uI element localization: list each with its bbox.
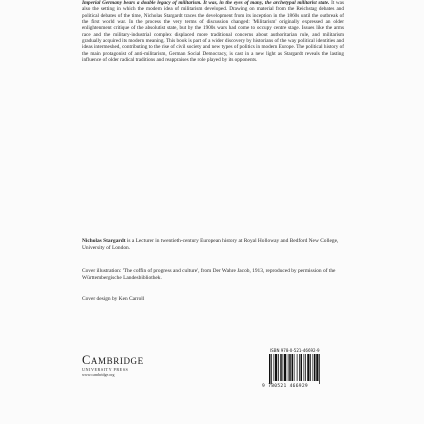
- barcode-icon: [268, 354, 340, 384]
- publisher-logo: [82, 354, 172, 377]
- blurb-body: It was also the setting in which the modern idea of militarism developed. Drawing on material from the Reichstag debates and political debates of the time, Nicholas Stargardt traces the development from its inception in the 1860s until the outbreak of the first world war. In the process the very terms of discussion changed: 'Militarism' originally expressed an older enlightenment critique of the absolutist state, but by the 1900s wars had come to occupy centre stage. Issues like the arms race and the military-industrial complex displaced more traditional concerns about authoritarian rule, and militarism gradually acquired its modern meaning. This book is part of a wider discovery by historians of the way political identities and ideas intermeshed, contributing to the rise of civil society and new types of politics in modern Europe. The political history of the main protagonist of anti-militarism, German Social Democracy, is cast in a new light as Stargardt reveals the lasting influence of older radical traditions and reappraises the role played by its opponents.: [82, 0, 344, 64]
- isbn-barcode: [262, 348, 344, 392]
- author-bio-text: is a Lecturer in twentieth-century European history at Royal Holloway and Bedford New College, University of London.: [82, 238, 339, 251]
- blurb-lead: Imperial Germany bears a double legacy of militarism. It was, in the eyes of many, the archetypal militarist state.: [82, 0, 330, 6]
- publisher-subtitle: UNIVERSITY PRESS: [82, 367, 129, 372]
- isbn-label: ISBN 978-0-521-46692-9: [270, 348, 320, 353]
- publisher-name: Cambridge: [82, 353, 144, 367]
- author-bio: [82, 238, 344, 251]
- author-name: Nicholas Stargardt: [82, 238, 126, 244]
- cover-design-credit: Cover design by Ken Carroll: [82, 296, 145, 302]
- publisher-url: www.cambridge.org: [82, 372, 115, 377]
- cover-illustration-credit: Cover illustration: 'The coffin of progress and culture', from Der Wahre Jacob, 1913, reproduced by permission of the Württembergische Landesbibliothek.: [82, 268, 336, 281]
- isbn-number: 9 780521 466929: [262, 384, 308, 389]
- book-blurb: [82, 0, 344, 63]
